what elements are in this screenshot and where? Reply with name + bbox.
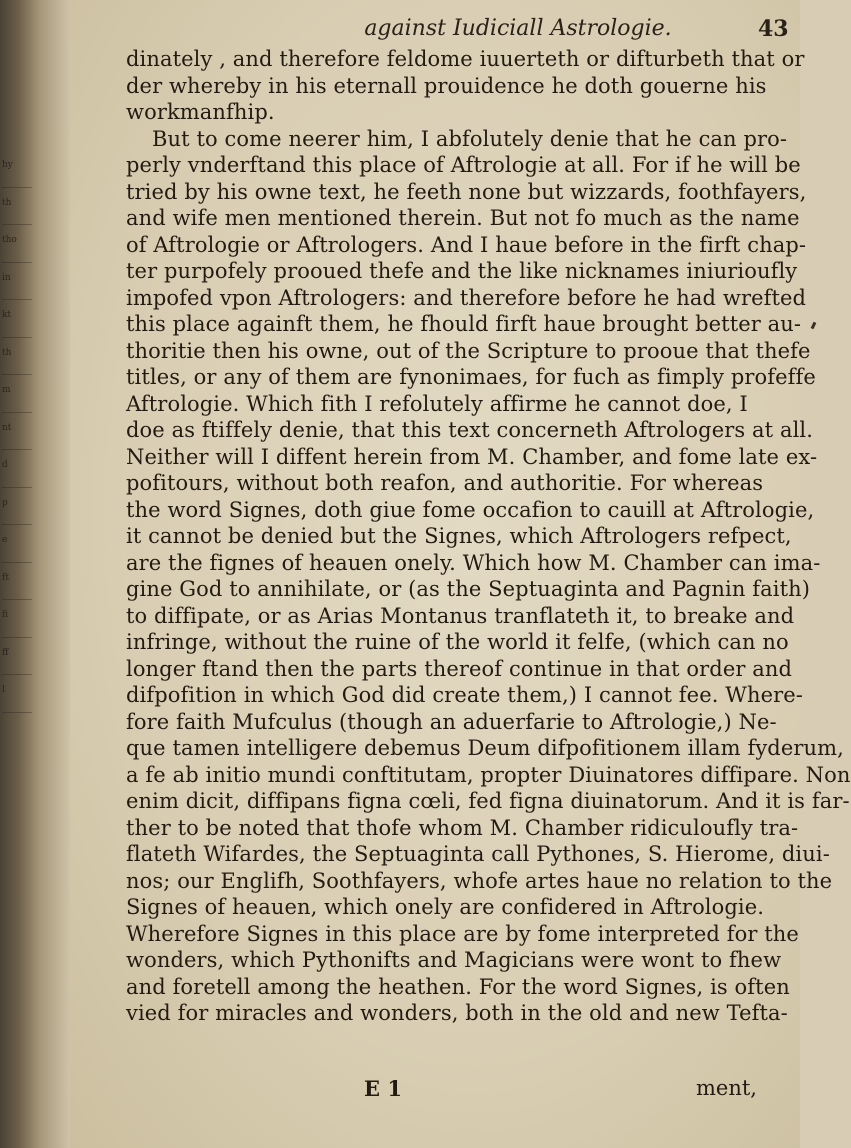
text-line: gine God to annihilate, or (as the Septuaginta and Pagnin faith): [126, 577, 811, 601]
catchword: ment,: [696, 1076, 757, 1100]
text-line: dinately , and therefore feldome iuuerteth or difturbeth that or: [126, 47, 805, 71]
facing-page-edge: [0, 0, 70, 1148]
text-line: Wherefore Signes in this place are by fome interpreted for the: [126, 921, 799, 946]
text-line: to diffipate, or as Arias Montanus tranflateth it, to breake and: [126, 603, 795, 628]
text-line: Signes of heauen, which onely are confidered in Aftrologie.: [126, 895, 765, 919]
facing-page-fragment: e: [2, 525, 32, 563]
text-line: But to come neerer him, I abfolutely denie that he can pro-: [152, 126, 788, 151]
page-number: 43: [758, 16, 789, 42]
text-line: titles, or any of them are fynonimaes, for fuch as fimply profeffe: [126, 365, 816, 389]
facing-page-fragment: ft: [2, 563, 32, 601]
text-line: nos; our Englifh, Soothfayers, whofe artes haue no relation to the: [126, 868, 833, 893]
facing-page-fragments: [2, 150, 32, 870]
facing-page-fragment: fi: [2, 600, 32, 638]
text-line: workmanfhip.: [126, 100, 275, 124]
facing-page-fragment: th: [2, 188, 32, 226]
page-footer: [126, 1076, 776, 1104]
text-line: fore faith Mufculus (though an aduerfarie to Aftrologie,) Ne-: [126, 709, 777, 734]
body-text: [126, 46, 851, 1056]
text-line: wonders, which Pythonifts and Magicians were wont to fhew: [126, 948, 782, 972]
text-line: Neither will I diffent herein from M. Chamber, and fome late ex-: [126, 444, 818, 469]
text-line: flateth Wifardes, the Septuaginta call Pythones, S. Hierome, diui-: [126, 842, 830, 866]
text-line: enim dicit, diffipans figna cœli, fed figna diuinatorum. And it is far-: [126, 789, 850, 813]
text-line: thoritie then his owne, out of the Scripture to prooue that thefe: [126, 338, 811, 363]
ink-speck: [811, 322, 817, 330]
text-line: ther to be noted that thofe whom M. Chamber ridiculoufly tra-: [126, 815, 799, 840]
facing-page-fragment: tho: [2, 225, 32, 263]
facing-page-fragment: kt: [2, 300, 32, 338]
text-line: Aftrologie. Which fith I refolutely affirme he cannot doe, I: [126, 391, 748, 416]
facing-page-fragment: th: [2, 338, 32, 376]
text-line: and foretell among the heathen. For the word Signes, is often: [126, 974, 790, 999]
text-line: this place againft them, he fhould firft haue brought better au-: [126, 312, 802, 336]
text-line: der whereby in his eternall prouidence he doth gouerne his: [126, 73, 767, 98]
text-line: doe as ftiffely denie, that this text concerneth Aftrologers at all.: [126, 418, 813, 442]
text-line: vied for miracles and wonders, both in the old and new Tefta-: [126, 1001, 788, 1025]
text-line: que tamen intelligere debemus Deum difpofitionem illam fyderum,: [126, 736, 844, 760]
facing-page-fragment: in: [2, 263, 32, 301]
text-line: the word Signes, doth giue fome occafion to cauill at Aftrologie,: [126, 497, 815, 522]
text-line: it cannot be denied but the Signes, which Aftrologers refpect,: [126, 524, 792, 548]
text-line: of Aftrologie or Aftrologers. And I haue before in the firft chap-: [126, 232, 807, 257]
facing-page-fragment: m: [2, 375, 32, 413]
page-header: [128, 10, 788, 46]
facing-page-fragment: nt: [2, 413, 32, 451]
facing-page-fragment: ff: [2, 638, 32, 676]
facing-page-fragment: d: [2, 450, 32, 488]
facing-page-fragment: l: [2, 675, 32, 713]
text-line: longer ftand then the parts thereof continue in that order and: [126, 656, 793, 681]
text-line: perly vnderftand this place of Aftrologie at all. For if he will be: [126, 153, 801, 177]
text-line: impofed vpon Aftrologers: and therefore before he had wrefted: [126, 285, 807, 310]
facing-page-fragment: hy: [2, 150, 32, 188]
text-line: ter purpofely prooued thefe and the like nicknames iniurioufly: [126, 259, 798, 283]
text-line: pofitours, without both reafon, and authoritie. For whereas: [126, 471, 764, 495]
text-line: and wife men mentioned therein. But not fo much as the name: [126, 206, 800, 230]
text-line: infringe, without the ruine of the world it felfe, (which can no: [126, 630, 789, 654]
book-page: [70, 0, 851, 1148]
facing-page-fragment: p: [2, 488, 32, 526]
text-line: are the fignes of heauen onely. Which how M. Chamber can ima-: [126, 550, 821, 575]
text-line: a fe ab initio mundi conftitutam, propter Diuinatores diffipare. Non: [126, 762, 851, 787]
running-title: against Iudiciall Astrologie.: [364, 16, 672, 41]
text-line: tried by his owne text, he feeth none but wizzards, foothfayers,: [126, 179, 807, 204]
text-line: difpofition in which God did create them,) I cannot fee. Where-: [126, 683, 803, 707]
signature-mark: E 1: [364, 1076, 402, 1101]
